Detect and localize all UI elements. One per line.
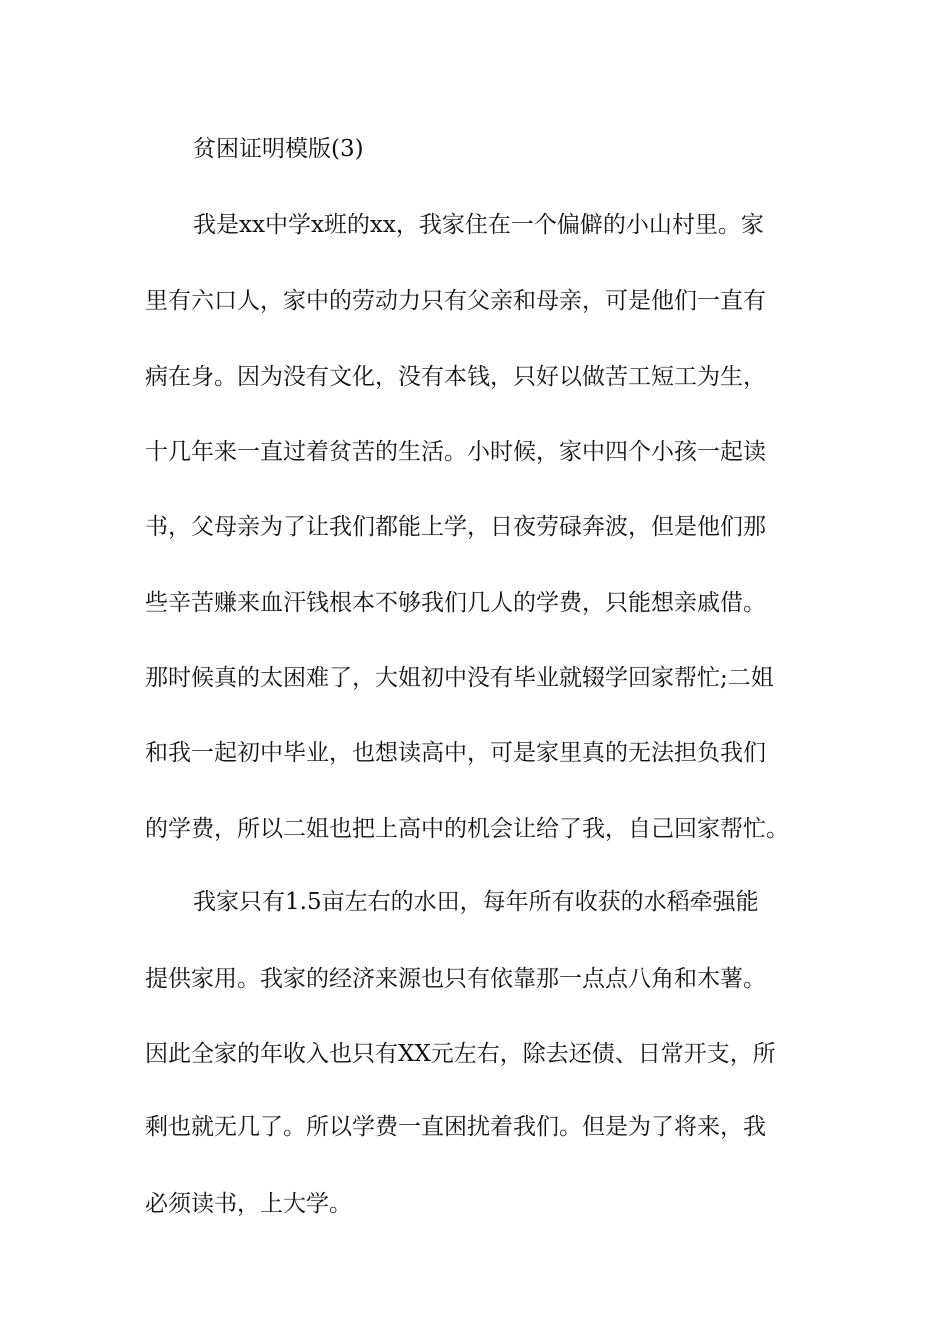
- paragraph-1-line-2: 里有六口人，家中的劳动力只有父亲和母亲，可是他们一直有: [145, 288, 766, 314]
- paragraph-2-line-4: 剩也就无几了。所以学费一直困扰着我们。但是为了将来，我: [145, 1114, 766, 1140]
- paragraph-1-line-5: 书，父母亲为了让我们都能上学，日夜劳碌奔波，但是他们那: [145, 514, 766, 540]
- paragraph-1-line-7: 那时候真的太困难了，大姐初中没有毕业就辍学回家帮忙;二姐: [145, 665, 774, 691]
- paragraph-1-line-6: 些辛苦赚来血汗钱根本不够我们几人的学费，只能想亲戚借。: [145, 590, 766, 616]
- paragraph-2-line-2: 提供家用。我家的经济来源也只有依靠那一点点八角和木薯。: [145, 966, 766, 992]
- document-title: 贫困证明模版(3): [193, 136, 364, 162]
- paragraph-1-line-1: 我是xx中学x班的xx，我家住在一个偏僻的小山村里。家: [193, 212, 764, 238]
- paragraph-2-line-3: 因此全家的年收入也只有XX元左右，除去还债、日常开支，所: [145, 1041, 776, 1067]
- paragraph-1-line-3: 病在身。因为没有文化，没有本钱，只好以做苦工短工为生，: [145, 364, 766, 390]
- paragraph-2-line-5: 必须读书，上大学。: [145, 1191, 352, 1217]
- paragraph-1-line-9: 的学费，所以二姐也把上高中的机会让给了我，自己回家帮忙。: [145, 816, 789, 842]
- paragraph-2-line-1: 我家只有1.5亩左右的水田，每年所有收获的水稻牵强能: [193, 889, 759, 915]
- paragraph-1-line-4: 十几年来一直过着贫苦的生活。小时候，家中四个小孩一起读: [145, 439, 766, 465]
- paragraph-1-line-8: 和我一起初中毕业，也想读高中，可是家里真的无法担负我们: [145, 740, 766, 766]
